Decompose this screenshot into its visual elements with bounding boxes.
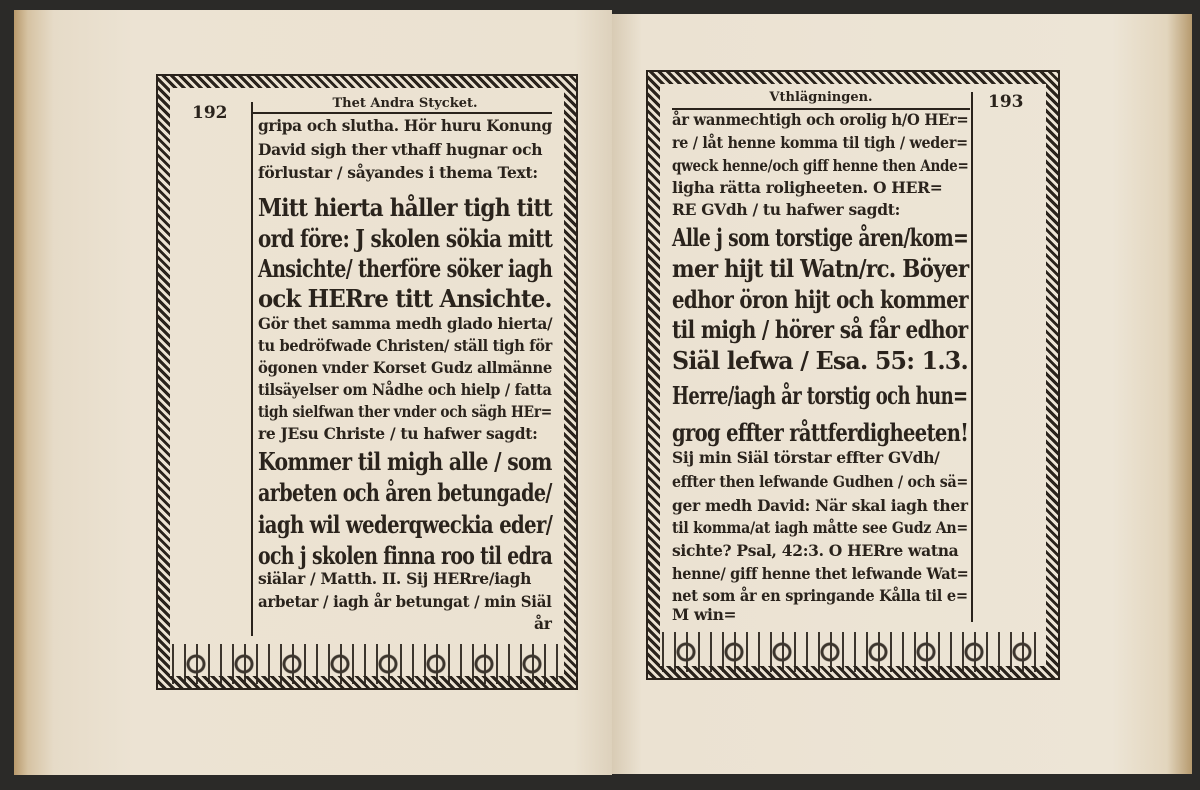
ornamental-band-right-bottom xyxy=(662,632,1046,672)
text-line: effter then lefwande Gudhen / och sä= xyxy=(672,472,969,491)
text-line: förlustar / såyandes i thema Text: xyxy=(258,163,538,182)
text-line: til komma/at iagh måtte see Gudz An= xyxy=(672,518,968,537)
text-line: Ansichte/ therföre söker iagh xyxy=(258,254,553,283)
text-line: re / låt henne komma til tigh / weder= xyxy=(672,133,968,152)
text-line: sichte? Psal, 42:3. O HERre watna xyxy=(672,541,959,560)
text-line: Mitt hierta håller tigh titt xyxy=(258,193,553,222)
text-line: mer hijt til Watn/rc. Böyer xyxy=(672,254,969,283)
text-line: tilsäyelser om Nådhe och hielp / fatta xyxy=(258,380,552,399)
text-line: edhor öron hijt och kommer xyxy=(672,285,968,314)
text-line: grog effter råttferdigheeten! xyxy=(672,418,969,447)
text-line: iagh wil wederqweckia eder/ xyxy=(258,510,553,539)
text-line: re JEsu Christe / tu hafwer sagdt: xyxy=(258,424,538,443)
text-line: M win= xyxy=(672,605,737,624)
text-line: arbetar / iagh år betungat / min Siäl xyxy=(258,592,552,611)
text-line: ligha rätta roligheeten. O HER= xyxy=(672,178,943,197)
running-head-right: Vthlägningen. xyxy=(769,90,873,105)
text-line: tigh sielfwan ther vnder och sägh HEr= xyxy=(258,402,553,421)
text-line: ock HERre titt Ansichte. xyxy=(258,284,552,313)
text-line: år xyxy=(534,614,552,633)
text-line: siälar / Matth. II. Sij HERre/iagh xyxy=(258,569,532,588)
page-number-left: 192 xyxy=(192,103,228,123)
running-head-left: Thet Andra Stycket. xyxy=(332,96,478,111)
text-line: Siäl lefwa / Esa. 55: 1.3. xyxy=(672,346,968,375)
page-number-right: 193 xyxy=(988,92,1024,112)
text-line: Herre/iagh år torstig och hun= xyxy=(672,381,968,410)
margin-rule-left xyxy=(251,102,253,636)
text-line: Sij min Siäl törstar effter GVdh/ xyxy=(672,448,940,467)
text-line: gripa och slutha. Hör huru Konung xyxy=(258,116,552,135)
header-rule-left xyxy=(252,112,552,114)
text-line: och j skolen finna roo til edra xyxy=(258,541,553,570)
text-line: David sigh ther vthaff hugnar och xyxy=(258,140,543,159)
text-line: henne/ giff henne thet lefwande Wat= xyxy=(672,564,969,583)
text-line: qweck henne/och giff henne then Ande= xyxy=(672,156,969,175)
text-line: ögonen vnder Korset Gudz allmänne xyxy=(258,358,553,377)
text-line: net som år en springande Kålla til e= xyxy=(672,586,968,605)
margin-rule-right xyxy=(971,92,973,622)
text-line: ord före: J skolen sökia mitt xyxy=(258,224,553,253)
text-line: ger medh David: När skal iagh ther xyxy=(672,496,968,515)
text-line: arbeten och åren betungade/ xyxy=(258,478,552,507)
text-line: Kommer til migh alle / som xyxy=(258,447,552,476)
text-line: RE GVdh / tu hafwer sagdt: xyxy=(672,200,901,219)
ornamental-band-left-bottom xyxy=(172,644,564,684)
text-line: tu bedröfwade Christen/ ställ tigh för xyxy=(258,336,553,355)
text-line: Gör thet samma medh glado hierta/ xyxy=(258,314,553,333)
text-line: år wanmechtigh och orolig h/O HEr= xyxy=(672,110,969,129)
text-line: til migh / hörer så får edhor xyxy=(672,315,968,344)
text-line: Alle j som torstige åren/kom= xyxy=(672,223,969,252)
